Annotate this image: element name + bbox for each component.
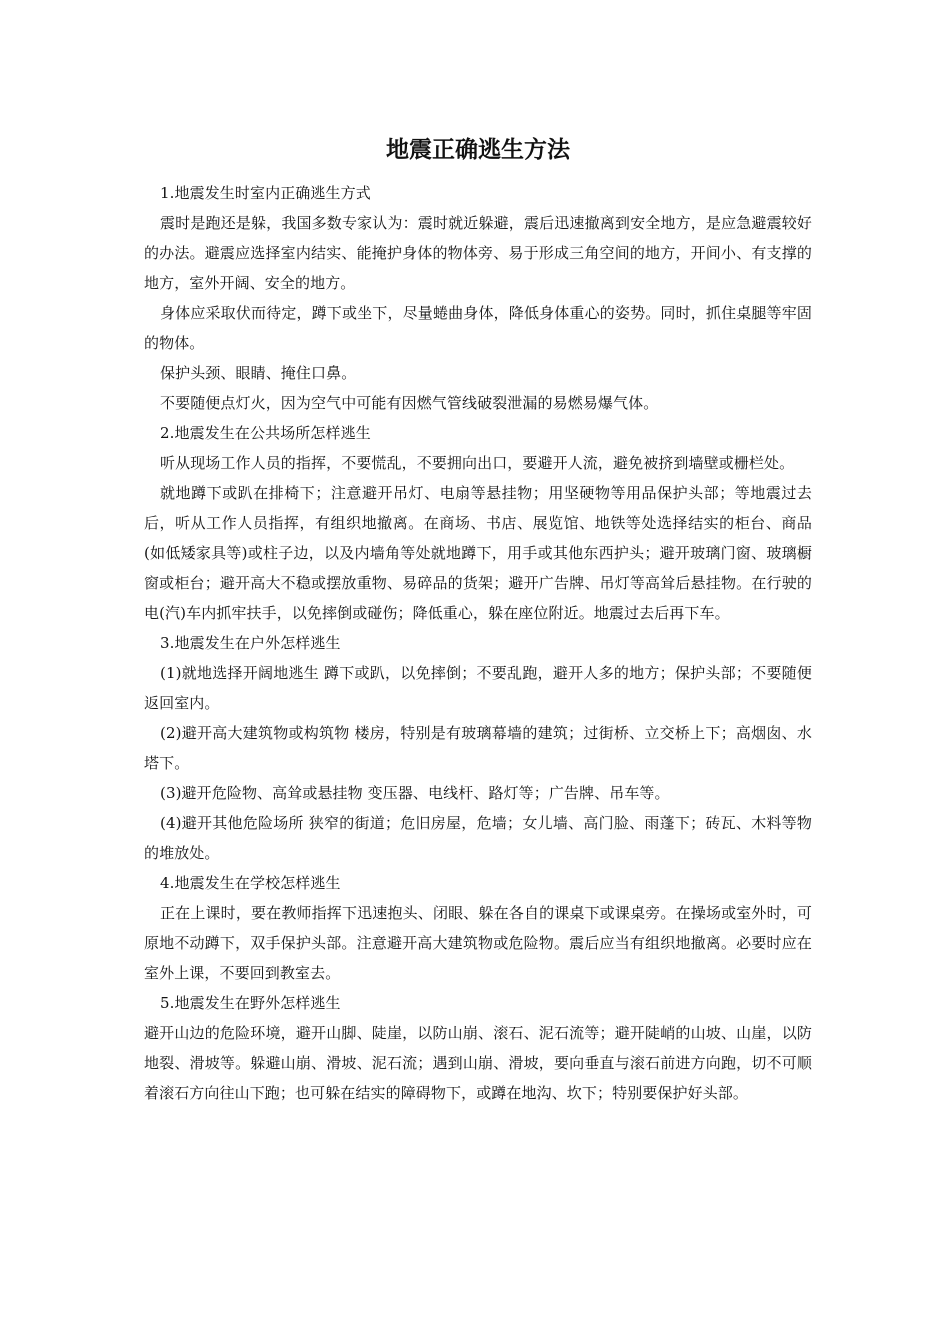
- paragraph: 身体应采取伏而待定，蹲下或坐下，尽量蜷曲身体，降低身体重心的姿势。同时，抓住桌腿等牢固的物体。: [144, 304, 812, 352]
- paragraph: 保护头颈、眼睛、掩住口鼻。: [160, 364, 357, 382]
- paragraph: 正在上课时，要在教师指挥下迅速抱头、闭眼、躲在各自的课桌下或课桌旁。在操场或室外时，可原地不动蹲下，双手保护头部。注意避开高大建筑物或危险物。震后应当有组织地撤离。必要时应在室外上课，不要回到教室去。: [144, 904, 812, 982]
- section-heading: 4.地震发生在学校怎样逃生: [160, 874, 341, 892]
- paragraph: 不要随便点灯火，因为空气中可能有因燃气管线破裂泄漏的易燃易爆气体。: [160, 394, 659, 412]
- section-heading: 1.地震发生时室内正确逃生方式: [160, 184, 371, 202]
- paragraph: (2)避开高大建筑物或构筑物 楼房，特别是有玻璃幕墙的建筑；过街桥、立交桥上下；高烟囱、水塔下。: [144, 724, 812, 772]
- document-title: 地震正确逃生方法: [386, 136, 570, 163]
- document-page: [144, 128, 812, 1108]
- paragraph: 震时是跑还是躲，我国多数专家认为：震时就近躲避，震后迅速撤离到安全地方，是应急避震较好的办法。避震应选择室内结实、能掩护身体的物体旁、易于形成三角空间的地方，开间小、有支撑的地方，室外开阔、安全的地方。: [144, 214, 812, 292]
- section-heading: 3.地震发生在户外怎样逃生: [160, 634, 341, 652]
- document-body: [144, 178, 812, 1108]
- paragraph: (1)就地选择开阔地逃生 蹲下或趴，以免摔倒；不要乱跑，避开人多的地方；保护头部；不要随便返回室内。: [144, 664, 812, 712]
- section-heading: 5.地震发生在野外怎样逃生: [160, 994, 341, 1012]
- paragraph: (4)避开其他危险场所 狭窄的街道；危旧房屋，危墙；女儿墙、高门脸、雨蓬下；砖瓦、木料等物的堆放处。: [144, 814, 812, 862]
- paragraph: 避开山边的危险环境，避开山脚、陡崖，以防山崩、滚石、泥石流等；避开陡峭的山坡、山崖，以防地裂、滑坡等。躲避山崩、滑坡、泥石流；遇到山崩、滑坡，要向垂直与滚石前进方向跑，切不可顺着滚石方向往山下跑；也可躲在结实的障碍物下，或蹲在地沟、坎下；特别要保护好头部。: [144, 1024, 812, 1102]
- paragraph: 就地蹲下或趴在排椅下；注意避开吊灯、电扇等悬挂物；用坚硬物等用品保护头部；等地震过去后，听从工作人员指挥，有组织地撤离。在商场、书店、展览馆、地铁等处选择结实的柜台、商品(如低矮家具等)或柱子边，以及内墙角等处就地蹲下，用手或其他东西护头；避开玻璃门窗、玻璃橱窗或柜台；避开高大不稳或摆放重物、易碎品的货架；避开广告牌、吊灯等高耸后悬挂物。在行驶的电(汽)车内抓牢扶手，以免摔倒或碰伤；降低重心，躲在座位附近。地震过去后再下车。: [144, 484, 812, 622]
- paragraph: (3)避开危险物、高耸或悬挂物 变压器、电线杆、路灯等；广告牌、吊车等。: [160, 784, 670, 802]
- section-heading: 2.地震发生在公共场所怎样逃生: [160, 424, 371, 442]
- paragraph: 听从现场工作人员的指挥，不要慌乱，不要拥向出口，要避开人流，避免被挤到墙壁或栅栏处。: [160, 454, 795, 472]
